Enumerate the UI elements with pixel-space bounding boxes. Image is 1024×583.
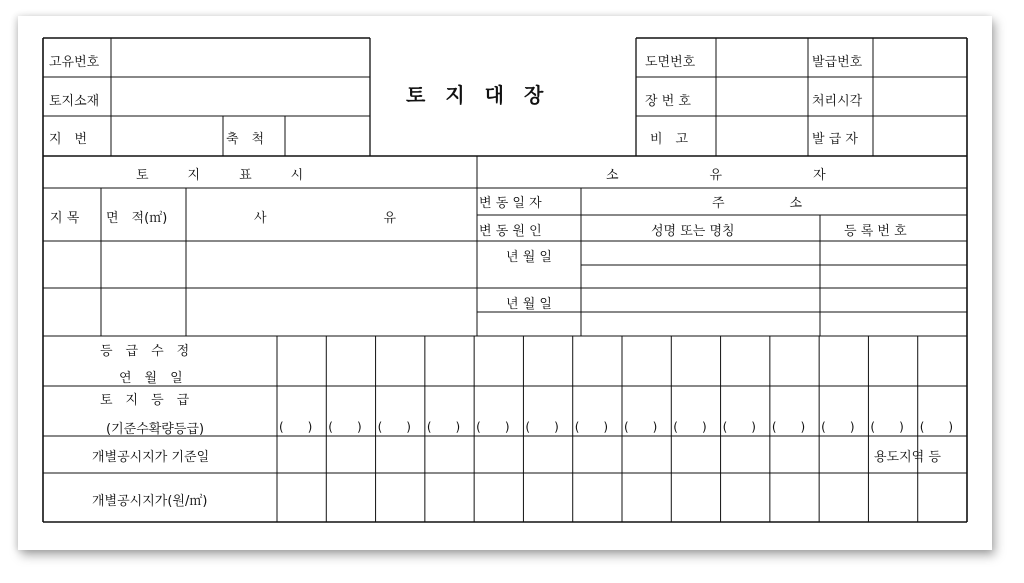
grade-paren-cell: ( ) <box>870 420 904 434</box>
name-label: 성명 또는 명칭 <box>651 224 735 239</box>
grade-revision-date-label: 연 월 일 <box>119 371 183 386</box>
processing-time-label: 처리시각 <box>812 94 863 109</box>
grade-paren-cell: ( ) <box>919 420 954 434</box>
price-label: 개별공시지가(원/㎡) <box>92 494 208 509</box>
owner-section-heading: 소 유 자 <box>606 168 826 183</box>
unique-number-label: 고유번호 <box>49 55 100 70</box>
scale-label: 축 척 <box>226 132 265 147</box>
grade-paren-cell: ( ) <box>279 420 313 434</box>
grade-paren-cell: ( ) <box>722 420 756 434</box>
grade-paren-cell: ( ) <box>574 420 609 434</box>
land-register-form <box>18 16 992 550</box>
grade-revision-label: 등 급 수 정 <box>100 344 190 359</box>
issuer-label: 발 급 자 <box>812 132 858 147</box>
grade-paren-cell: ( ) <box>624 420 658 434</box>
land-category-label: 지 목 <box>50 211 80 226</box>
land-section-heading: 토 지 표 시 <box>136 168 304 183</box>
reason-label: 사 유 <box>254 211 397 226</box>
map-number-label: 도면번호 <box>645 55 696 70</box>
grade-paren-cell: ( ) <box>377 420 411 434</box>
address-label: 주 소 <box>712 196 803 211</box>
standard-yield-label: (기준수확량등급) <box>106 422 205 437</box>
grade-paren-cell: ( ) <box>525 420 559 434</box>
area-label: 면 적(㎡) <box>106 211 168 226</box>
registration-number-label: 등 록 번 호 <box>844 224 907 239</box>
issue-number-label: 발급번호 <box>812 55 863 70</box>
grade-paren-cell: ( ) <box>771 420 806 434</box>
page-title: 토 지 대 장 <box>406 83 544 107</box>
grade-paren-cell: ( ) <box>673 420 707 434</box>
land-location-label: 토지소재 <box>49 94 100 109</box>
date-label-2: 년 월 일 <box>506 297 552 312</box>
grade-paren-cell: ( ) <box>426 420 461 434</box>
grade-paren-cell: ( ) <box>476 420 510 434</box>
grade-paren-cell: ( ) <box>821 420 855 434</box>
sheet-number-label: 장 번 호 <box>645 94 691 109</box>
remarks-label: 비 고 <box>650 132 689 147</box>
land-grade-label: 토 지 등 급 <box>100 393 190 408</box>
date-label-1: 년 월 일 <box>506 250 552 265</box>
change-reason-label: 변 동 원 인 <box>479 224 542 239</box>
grade-paren-cell: ( ) <box>328 420 362 434</box>
zoning-label: 용도지역 등 <box>874 450 941 465</box>
change-date-label: 변 동 일 자 <box>479 196 542 211</box>
price-base-date-label: 개별공시지가 기준일 <box>92 450 210 465</box>
lot-number-label: 지 번 <box>49 132 88 147</box>
